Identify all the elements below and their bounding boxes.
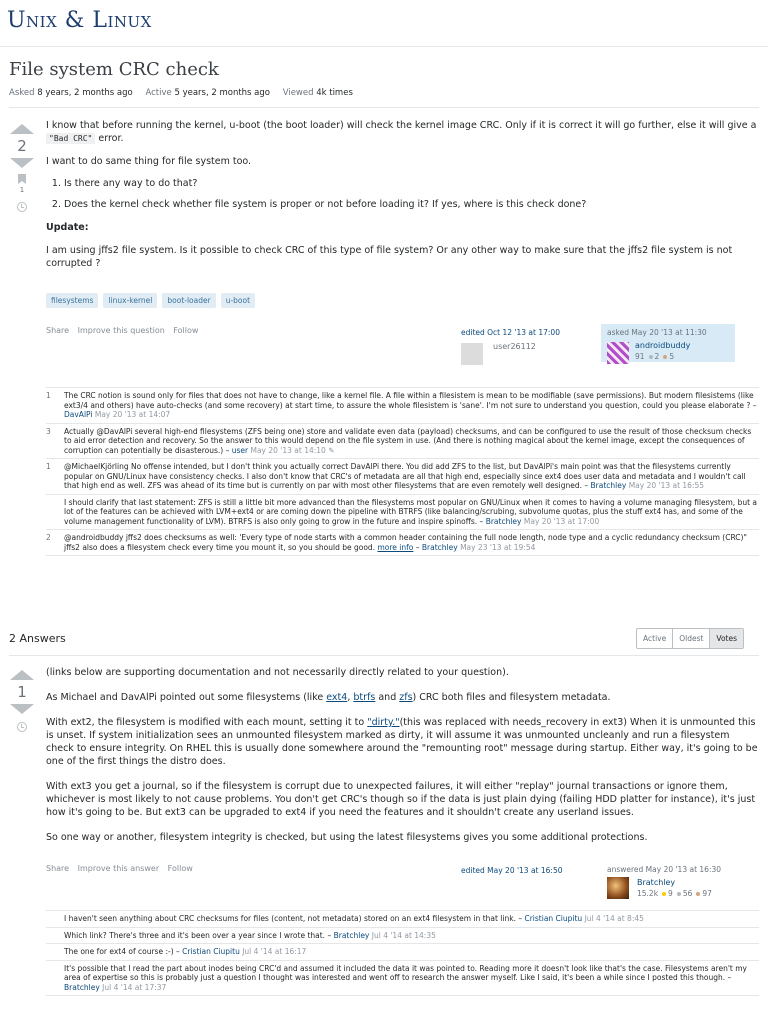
question-p1-end: error.: [98, 133, 124, 144]
answer-comments: [46, 910, 759, 996]
tag-boot-loader[interactable]: boot-loader: [162, 293, 215, 308]
asked-timestamp: asked May 20 '13 at 11:30: [607, 328, 707, 337]
question-edited-signature: [461, 328, 591, 368]
upvote-arrow-icon[interactable]: [10, 670, 34, 680]
question-vote-cell: [2, 124, 42, 212]
site-header: [0, 0, 768, 47]
downvote-arrow-icon[interactable]: [10, 704, 34, 714]
question-vote-count: 2: [17, 137, 27, 155]
edited-timestamp[interactable]: edited May 20 '13 at 16:50: [461, 866, 563, 875]
comment: [46, 961, 759, 997]
follow-link[interactable]: Follow: [173, 326, 199, 335]
silver-badge-icon: [677, 892, 681, 896]
comment-text: Actually @DavAlPi several high-end filesystems (ZFS being one) store and validate even data (payload) checksums, and can be configured to use the result of those checksum checks to aid error detection and recovery. So the answer to this would depend on the file system in use. (And there is nothing magical about the kernel image, except the consequences of corruption can potentially be disasterous.) –: [64, 426, 752, 455]
question-p1-text: I know that before running the kernel, u-boot (the boot loader) will check the kernel image CRC. Only if it is correct it will go further, else it will give a: [46, 120, 757, 131]
comment-date[interactable]: Jul 4 '14 at 8:45: [584, 914, 644, 923]
edit-pencil-icon: ✎: [328, 445, 335, 455]
edited-user: user26112: [493, 342, 536, 351]
comment-dash: –: [413, 542, 420, 552]
question-list-item: 1. Is there any way to do that?: [64, 177, 758, 190]
answer-sort-tabs: [636, 628, 744, 649]
answer-owner-signature: [607, 865, 757, 905]
answer-post-menu: [46, 864, 199, 873]
follow-link[interactable]: Follow: [167, 864, 193, 873]
bronze-badge-icon: [663, 355, 667, 359]
btrfs-link[interactable]: btrfs: [353, 692, 376, 703]
site-logo[interactable]: Unix & Linux: [7, 8, 152, 33]
share-link[interactable]: Share: [46, 864, 70, 873]
answer-paragraph-2: [46, 691, 758, 704]
owner-reputation: [635, 352, 674, 361]
comment-user[interactable]: Bratchley: [590, 481, 627, 490]
viewed-label: Viewed: [282, 88, 314, 98]
active-value[interactable]: 5 years, 2 months ago: [174, 88, 270, 98]
comment-date[interactable]: Jul 4 '14 at 14:35: [371, 930, 436, 940]
answer-paragraph-5: So one way or another, filesystem integrity is checked, but using the latest filesystems gives you some additional protections.: [46, 832, 648, 843]
answer-vote-count: 1: [17, 683, 27, 701]
comment-user[interactable]: Bratchley: [333, 930, 370, 940]
comment-score: 1: [46, 391, 51, 400]
question-paragraph-3: I am using jffs2 file system. Is it possible to check CRC of this type of file system? Or any other way to make sure that the jffs2 file system is not corrupted ?: [46, 245, 733, 269]
history-icon[interactable]: [17, 202, 27, 212]
comment-date[interactable]: May 20 '13 at 14:10: [250, 445, 326, 455]
question-paragraph-2: I want to do same thing for file system too.: [46, 156, 252, 167]
history-icon[interactable]: [17, 722, 27, 732]
comment: [46, 424, 759, 460]
owner-silver-count: 2: [654, 352, 660, 361]
bad-crc-code: "Bad CRC": [46, 133, 95, 144]
asked-value: 8 years, 2 months ago: [37, 88, 133, 98]
comment-user[interactable]: Cristian Ciupitu: [182, 947, 240, 956]
comment: [46, 459, 759, 495]
answer-p2-end: ) CRC both files and filesystem metadata.: [412, 692, 611, 703]
comment-date[interactable]: May 23 '13 at 19:54: [460, 542, 536, 552]
answers-divider: [9, 655, 759, 656]
update-label: Update:: [46, 222, 89, 233]
comment: [46, 388, 759, 424]
user26112-avatar[interactable]: [461, 343, 483, 365]
bratchley-avatar[interactable]: [607, 877, 629, 899]
comment-date[interactable]: May 20 '13 at 17:00: [523, 516, 600, 526]
active-label: Active: [145, 88, 172, 98]
comment-user[interactable]: Bratchley: [485, 516, 522, 526]
gold-badge-icon: [662, 892, 666, 896]
question-body: [46, 119, 758, 270]
tag-u-boot[interactable]: u-boot: [221, 293, 255, 308]
comment-user[interactable]: Bratchley: [421, 542, 458, 552]
question-title[interactable]: File system CRC check: [9, 59, 219, 80]
improve-answer-link[interactable]: Improve this answer: [77, 864, 160, 873]
comment-user[interactable]: DavAlPi: [64, 410, 93, 419]
tag-filesystems[interactable]: filesystems: [46, 293, 98, 308]
comment: [46, 530, 759, 556]
edited-timestamp[interactable]: edited Oct 12 '13 at 17:00: [461, 328, 560, 337]
upvote-arrow-icon[interactable]: [10, 124, 34, 134]
comment-score: 2: [46, 533, 51, 542]
separator: ,: [347, 692, 354, 703]
comment-user[interactable]: user: [231, 445, 249, 455]
dirty-link[interactable]: "dirty.": [367, 717, 400, 728]
answerer-gold-count: 9: [668, 889, 673, 898]
silver-badge-icon: [649, 355, 653, 359]
comment-date[interactable]: May 20 '13 at 16:55: [628, 481, 705, 490]
answer-paragraph-3: [46, 716, 758, 768]
answerer-name[interactable]: Bratchley: [637, 878, 676, 887]
question-list: [46, 177, 758, 211]
comment-text: The CRC notion is sound only for files that does not have to change, like a kernel file. A file within a filesistem is mean to be modifiable (save permissions). But modern filesistems (like ext3/4 and others) have auto-checks (and some recovery) at start time, to assure the whole filesistem is 'sane'. I'm not sure to understand you question, could you please elaborate ? –: [64, 391, 757, 410]
zfs-link[interactable]: zfs: [399, 692, 413, 703]
owner-bronze-count: 5: [669, 352, 675, 361]
question-list-item: 2. Does the kernel check whether file system is proper or not before loading it? If yes, where is this check done?: [64, 198, 758, 211]
sort-tab-active[interactable]: Active: [637, 629, 673, 648]
separator: and: [375, 692, 400, 703]
comment-date[interactable]: May 20 '13 at 14:07: [94, 410, 171, 419]
bronze-badge-icon: [696, 892, 700, 896]
comment-text: I should clarify that last statement: ZFS is still a little bit more advanced than the filesystems most popular on GNU/Linux when it comes to having a volume managing filesystem, but a lot of the features can be achieved with LVM+ext4 or are coming down the pipeline with BTRFS (like balancing/scrubing, subvolume quotas, plus the stuff ext4 has, and some of the volume management functionality of LVM). BTRFS is also only going to grow in the future and inspire spinoffs. –: [64, 497, 757, 526]
answerer-reputation: [637, 889, 712, 898]
title-divider: [9, 107, 759, 108]
asked-label: Asked: [9, 88, 35, 98]
comment-user[interactable]: Cristian Ciupitu: [524, 914, 583, 923]
owner-name[interactable]: androidbuddy: [635, 341, 691, 350]
bookmark-count: 1: [19, 186, 25, 194]
comment-text: I haven't seen anything about CRC checksums for files (content, not metadata) stored on an ext4 filesystem in that link. –: [64, 914, 523, 923]
share-link[interactable]: Share: [46, 326, 70, 335]
answerer-rep-value: 15.2k: [637, 889, 659, 898]
comment-score: 1: [46, 462, 51, 471]
more-info-link[interactable]: more info: [377, 542, 414, 552]
bookmark-icon[interactable]: [18, 174, 26, 184]
comment-user[interactable]: Bratchley: [64, 982, 100, 992]
question-owner-signature: [601, 324, 735, 362]
answer-body: [46, 666, 758, 844]
comment-score: 3: [46, 426, 51, 436]
comment: [46, 944, 759, 961]
answer-paragraph-1: (links below are supporting documentation and not necessarily directly related to your question).: [46, 667, 509, 678]
tag-linux-kernel[interactable]: linux-kernel: [103, 293, 157, 308]
answer-p3-end: (this was replaced with needs_recovery in ext3) When it is unmounted this is unset. If system initialization sees an unmounted filesystem marked as dirty, it will assume it was unmounted uncleanly and run a filesystem check to ensure integrity. On RHEL this is usually done somewhere around the "remounting root" message during startup. Either way, it's going to be one of the first things the distro does.: [46, 717, 758, 767]
answered-timestamp: answered May 20 '13 at 16:30: [607, 865, 722, 874]
comment-text: It's possible that I read the part about inodes being CRC'd and assumed it included the data it was pointed to. Reading more it doesn't look like that's the case. Filesystems aren't my area of expertise so this is probably just a question I thought was interested and went off to research the answer myself. Like I said, it's been a while since I posted this though. –: [64, 963, 747, 982]
sort-tab-oldest[interactable]: Oldest: [673, 629, 710, 648]
answer-p2-text: As Michael and DavAlPi pointed out some filesystems (like: [46, 692, 324, 703]
answer-vote-cell: [2, 670, 42, 732]
improve-question-link[interactable]: Improve this question: [77, 326, 165, 335]
comment-text: @androidbuddy jffs2 does checksums as well: 'Every type of node starts with a common header containing the full node length, node type and a cyclic redundancy checksum (CRC)" jffs2 also does a filesystem check every time you mount it, so you should be good.: [64, 533, 747, 552]
answerer-bronze-count: 97: [702, 889, 712, 898]
androidbuddy-avatar[interactable]: [607, 342, 629, 364]
viewed-value: 4k times: [316, 88, 353, 98]
question-comments: [46, 387, 759, 556]
question-tags: [46, 293, 255, 308]
answerer-silver-count: 56: [682, 889, 693, 898]
ext4-link[interactable]: ext4: [326, 692, 348, 703]
question-post-menu: [46, 326, 204, 335]
downvote-arrow-icon[interactable]: [10, 158, 34, 168]
question-meta: [9, 88, 363, 98]
comment-text: @MichaelKjörling No offense intended, but I don't think you actually correct DavAlPi there. You did add ZFS to the list, but DavAlPi's main point was that the filesystems currently popular on GNU/Linux have consistency checks. I also don't know that CRC's of metadata are all that high end, especially since ext4 does user data and metadata and I wouldn't call that high end as well. ZFS was ahead of its time but is currently on par with most other filesystems that are even remotely well designed. –: [64, 462, 746, 490]
answer-paragraph-4: With ext3 you get a journal, so if the filesystem is corrupt due to unexpected failures, it will either "replay" journal transactions or ignore them, whichever is most likely to not cause problems. You don't get CRC's though so if the data is just plain dying (failing HDD platter for instance), it's just how it's going to be. But ext3 can be upgraded to ext4 if you need the features and it shouldn't create any userland issues.: [46, 781, 756, 818]
sort-tab-votes[interactable]: Votes: [710, 629, 743, 648]
owner-rep-value: 91: [635, 352, 645, 361]
comment: [46, 928, 759, 945]
answer-p3-text: With ext2, the filesystem is modified with each mount, setting it to: [46, 717, 365, 728]
comment: [46, 495, 759, 531]
answers-count-heading: 2 Answers: [9, 632, 66, 645]
answer-edited-signature: [461, 866, 591, 875]
question-paragraph-1: [46, 119, 758, 145]
comment-date[interactable]: Jul 4 '14 at 16:17: [242, 947, 307, 956]
comment-text: The one for ext4 of course :-) –: [64, 947, 180, 956]
comment-date[interactable]: Jul 4 '14 at 17:37: [102, 982, 167, 992]
comment: [46, 911, 759, 928]
comment-text: Which link? There's three and it's been over a year since I wrote that. –: [64, 930, 332, 940]
